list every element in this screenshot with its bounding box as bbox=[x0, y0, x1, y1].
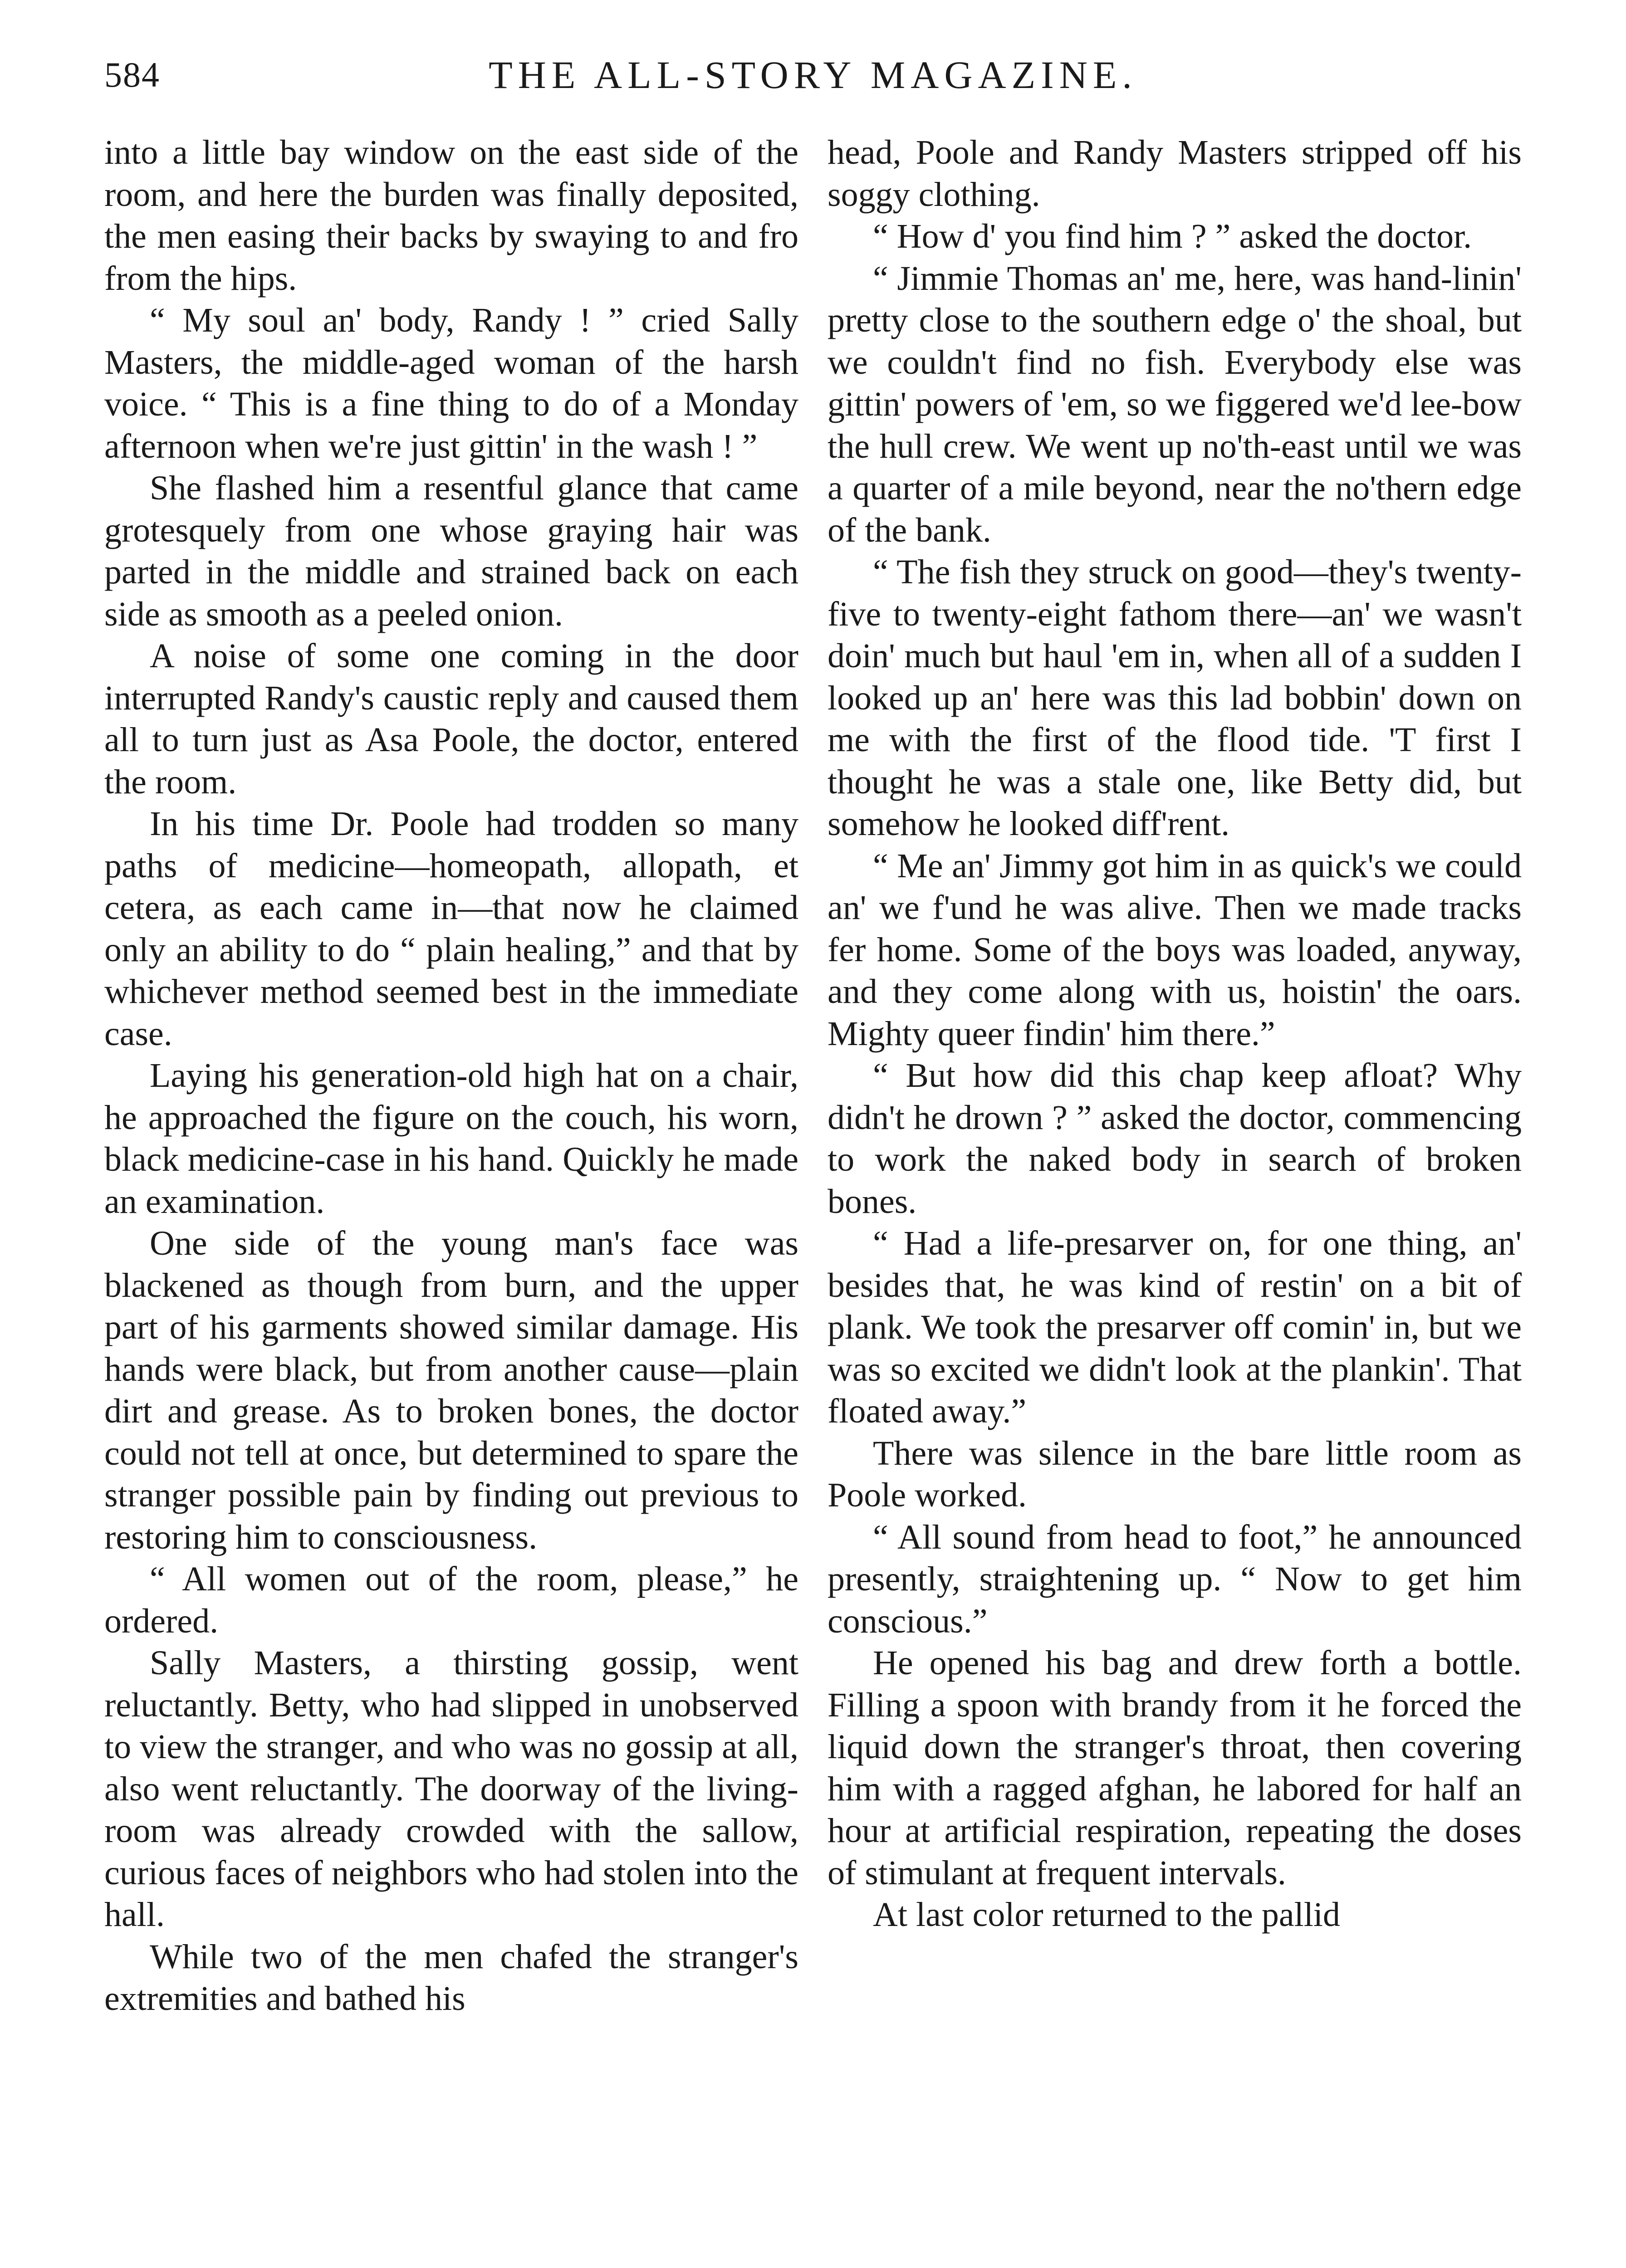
paragraph: A noise of some one coming in the door interrupted Randy's caustic reply and caused them all to turn just as Asa Poole, the doctor, entered the room. bbox=[104, 637, 798, 801]
paragraph: “ The fish they struck on good—they's twenty-five to twenty-eight fathom there—an' we wasn't doin' much but haul 'em in, when all of a sudden I looked up an' here was this lad bobbin' down on me with the first of the flood tide. 'T first I thought he was a stale one, like Betty did, but somehow he looked diff'rent. bbox=[828, 553, 1522, 843]
page-number: 584 bbox=[104, 55, 160, 94]
paragraph: In his time Dr. Poole had trodden so many paths of medicine—homeopath, allopath, et cetera, as each came in—that now he claimed only an ability to do “ plain healing,” and that by whichever method seemed best in the immediate case. bbox=[104, 805, 798, 1053]
left-column bbox=[104, 132, 798, 2268]
paragraph: “ All sound from head to foot,” he announced presently, straightening up. “ Now to get him conscious.” bbox=[828, 1518, 1522, 1640]
paragraph: At last color returned to the pallid bbox=[873, 1896, 1340, 1934]
paragraph: “ Jimmie Thomas an' me, here, was hand-linin' pretty close to the southern edge o' the shoal, but we couldn't find no fish. Everybody else was gittin' powers of 'em, so we figgered we'd lee-bow the hull crew. We went up no'th-east until we was a quarter of a mile beyond, near the no'thern edge of the bank. bbox=[828, 259, 1522, 549]
paragraph: “ But how did this chap keep afloat? Why didn't he drown ? ” asked the doctor, commencing to work the naked body in search of broken bones. bbox=[828, 1056, 1522, 1221]
paragraph: “ Had a life-presarver on, for one thing, an' besides that, he was kind of restin' on a bit of plank. We took the presarver off comin' in, but we was so excited we didn't look at the plankin'. That floated away.” bbox=[828, 1224, 1522, 1430]
paragraph: into a little bay window on the east side of the room, and here the burden was finally deposited, the men easing their backs by swaying to and fro from the hips. bbox=[104, 133, 798, 298]
paragraph: “ My soul an' body, Randy ! ” cried Sally Masters, the middle-aged woman of the harsh voice. “ This is a fine thing to do of a Monday afternoon when we're just gittin' in the wash ! ” bbox=[104, 301, 798, 465]
paragraph: Laying his generation-old high hat on a chair, he approached the figure on the couch, his worn, black medicine-case in his hand. Quickly he made an examination. bbox=[104, 1056, 798, 1221]
paragraph: There was silence in the bare little room as Poole worked. bbox=[828, 1434, 1522, 1514]
paragraph: “ How d' you find him ? ” asked the doctor. bbox=[873, 217, 1472, 255]
paragraph: She flashed him a resentful glance that came grotesquely from one whose graying hair was parted in the middle and strained back on each side as smooth as a peeled onion. bbox=[104, 469, 798, 633]
paragraph: head, Poole and Randy Masters stripped off his soggy clothing. bbox=[828, 133, 1522, 214]
paragraph: “ Me an' Jimmy got him in as quick's we could an' we f'und he was alive. Then we made tracks fer home. Some of the boys was loaded, anyway, and they come along with us, hoistin' the oars. Mighty queer findin' him there.” bbox=[828, 846, 1522, 1053]
paragraph: While two of the men chafed the stranger's extremities and bathed his bbox=[104, 1937, 798, 2018]
paragraph: Sally Masters, a thirsting gossip, went reluctantly. Betty, who had slipped in unobserved to view the stranger, and who was no gossip at all, also went reluctantly. The doorway of the living-room was already crowded with the sallow, curious faces of neighbors who had stolen into the hall. bbox=[104, 1644, 798, 1934]
magazine-title: THE ALL-STORY MAGAZINE. bbox=[489, 53, 1137, 97]
paragraph: One side of the young man's face was blackened as though from burn, and the upper part of his garments showed similar damage. His hands were black, but from another cause—plain dirt and grease. As to broken bones, the doctor could not tell at once, but determined to spare the stranger possible pain by finding out previous to restoring him to consciousness. bbox=[104, 1224, 798, 1556]
page-header bbox=[104, 50, 1522, 104]
right-column bbox=[828, 132, 1522, 2268]
paragraph: He opened his bag and drew forth a bottle. Filling a spoon with brandy from it he forced the liquid down the stranger's throat, then covering him with a ragged afghan, he labored for half an hour at artificial respiration, repeating the doses of stimulant at frequent intervals. bbox=[828, 1644, 1522, 1892]
paragraph: “ All women out of the room, please,” he ordered. bbox=[104, 1560, 798, 1640]
text-columns bbox=[104, 132, 1522, 2268]
